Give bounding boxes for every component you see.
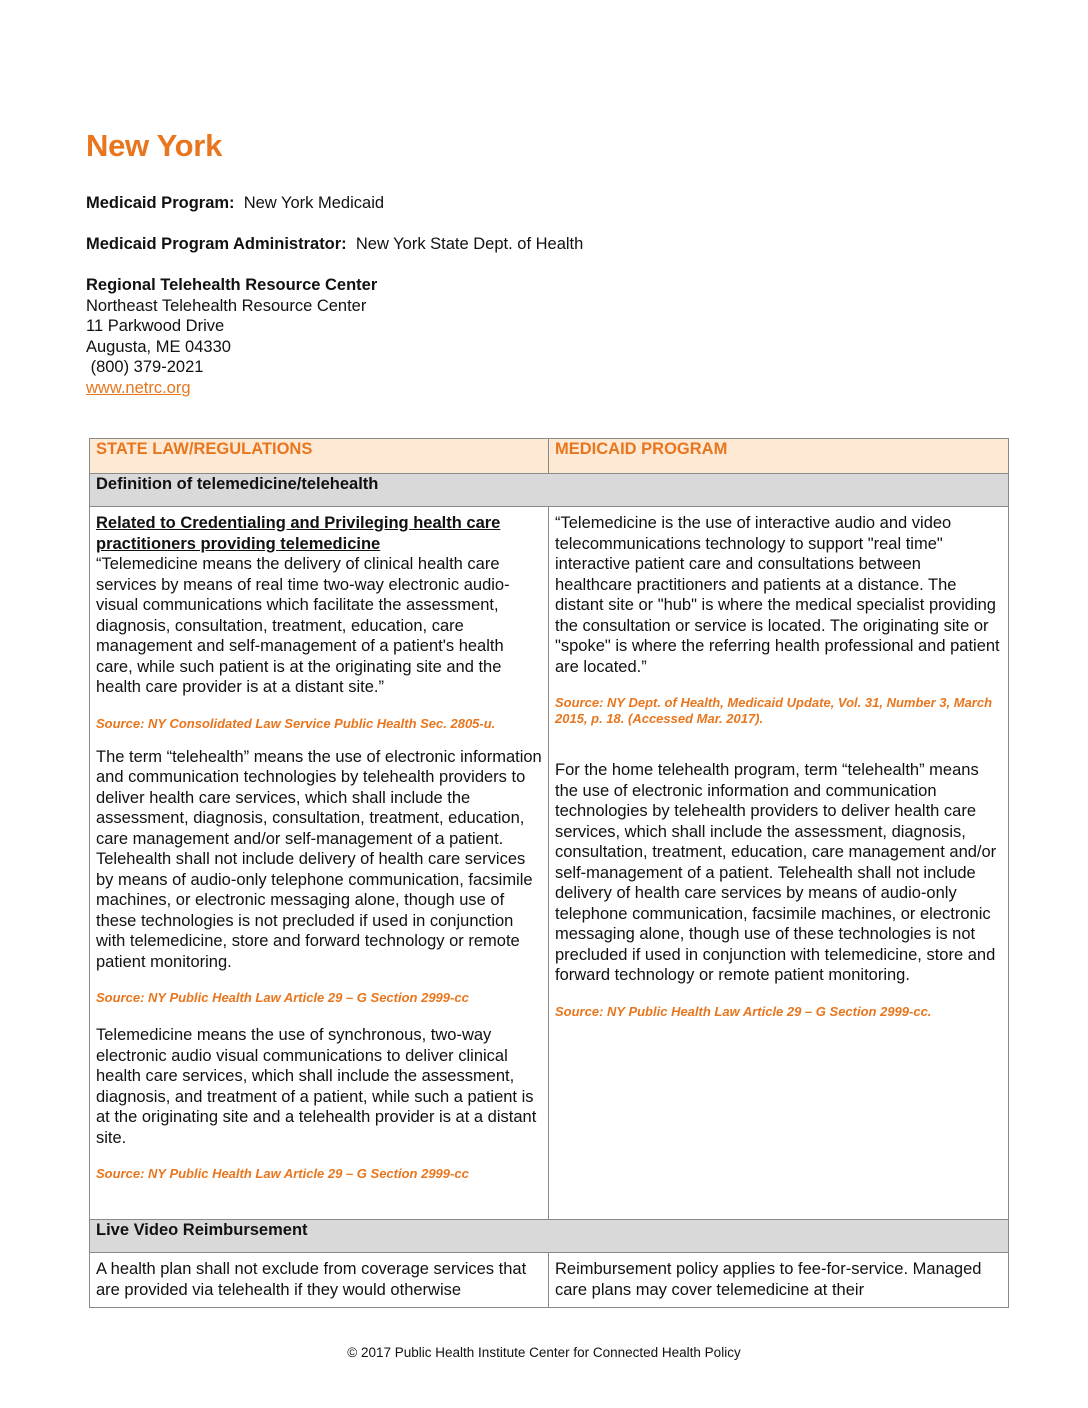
source-note: Source: NY Public Health Law Article 29 – G Section 2999-cc: [96, 990, 469, 1005]
medicaid-program-cell: [549, 507, 1009, 1220]
section-row-definition: [90, 474, 1009, 507]
source-note: Source: NY Public Health Law Article 29 – G Section 2999-cc: [96, 1166, 469, 1181]
page-title: New York: [86, 128, 223, 163]
telemedicine-definition-1: “Telemedicine means the delivery of clinical health care services by means of real time two-way electronic audio-visual communications which facilitate the assessment, diagnosis, consultation, treatment, education, care management and self-management of a patient's health care, while such patient is at the originating site and the health care provider is at a distant site.”: [96, 555, 510, 696]
resource-center-street: 11 Parkwood Drive: [86, 317, 225, 335]
resource-center-city: Augusta, ME 04330: [86, 337, 231, 356]
policy-table: [89, 438, 1009, 1308]
medicaid-program-label: Medicaid Program:: [86, 194, 235, 212]
medicaid-telemedicine-definition: “Telemedicine is the use of interactive audio and video telecommunications technology to support "real time" interactive patient care and consultations between healthcare practitioners and patients at a distance. The distant site or "hub" is where the medical specialist providing the consultation or service is located. The originating site or "spoke" is where the referring health professional and patient are located.”: [555, 514, 1000, 676]
medicaid-program-value: New York Medicaid: [243, 194, 385, 212]
section-title-live-video: Live Video Reimbursement: [90, 1220, 1009, 1253]
medicaid-program-cell: Reimbursement policy applies to fee-for-service. Managed care plans may cover telemedicine at their: [549, 1253, 1009, 1308]
state-law-cell: A health plan shall not exclude from coverage services that are provided via telehealth if they would otherwise: [90, 1253, 549, 1308]
medicaid-admin-value: New York State Dept. of Health: [355, 235, 584, 253]
table-row: [90, 507, 1009, 1220]
resource-center-heading: Regional Telehealth Resource Center: [86, 276, 378, 294]
medicaid-admin-line: [86, 234, 583, 255]
credentialing-heading: Related to Credentialing and Privileging health care practitioners providing telemedicine: [96, 514, 501, 553]
resource-center-block: [86, 275, 377, 398]
source-note: Source: NY Consolidated Law Service Public Health Sec. 2805-u.: [96, 715, 496, 731]
section-row-live-video: [90, 1220, 1009, 1253]
source-note: Source: NY Dept. of Health, Medicaid Update, Vol. 31, Number 3, March 2015, p. 18. (Accessed Mar. 2017).: [555, 695, 993, 726]
source-note: Source: NY Public Health Law Article 29 – G Section 2999-cc.: [555, 1003, 932, 1019]
table-row: [90, 1253, 1009, 1308]
medicaid-admin-label: Medicaid Program Administrator:: [86, 235, 347, 253]
section-title-definition: Definition of telemedicine/telehealth: [90, 474, 1009, 507]
resource-center-phone: (800) 379-2021: [86, 358, 204, 376]
telehealth-definition: The term “telehealth” means the use of electronic information and communication technologies by telehealth providers to deliver health care services, which shall include the assessment, diagnosis, consultation, treatment, education, care management and/or self-management of a patient. Telehealth shall not include delivery of health care services by means of audio-only telephone communication, facsimile machines, or electronic messaging alone, though use of these technologies is not precluded if used in conjunction with telemedicine, store and forward technology or remote patient monitoring.: [96, 747, 542, 971]
resource-center-name: Northeast Telehealth Resource Center: [86, 296, 367, 315]
resource-center-website-link[interactable]: www.netrc.org: [86, 378, 191, 397]
page-footer: © 2017 Public Health Institute Center for Connected Health Policy: [347, 1345, 741, 1360]
telemedicine-definition-2: Telemedicine means the use of synchronous, two-way electronic audio visual communications to deliver clinical health care services, which shall include the assessment, diagnosis, and treatment of a patient, while such a patient is at the originating site and a telehealth provider is at a distant site.: [96, 1026, 537, 1147]
home-telehealth-definition: For the home telehealth program, term “telehealth” means the use of electronic information and communication technologies by telehealth providers to deliver health care services, which shall include the assessment, diagnosis, consultation, treatment, education, care management and/or self-management of a patient. Telehealth shall not include delivery of health care services by means of audio-only telephone communication, facsimile machines, or electronic messaging alone, though use of these technologies is not precluded if used in conjunction with telemedicine, store and forward technology or remote patient monitoring.: [555, 761, 997, 984]
medicaid-program-line: [86, 193, 384, 214]
col-header-state-law: STATE LAW/REGULATIONS: [90, 439, 549, 474]
state-law-cell: [90, 507, 549, 1220]
col-header-medicaid-program: MEDICAID PROGRAM: [549, 439, 1009, 474]
table-header-row: [90, 439, 1009, 474]
